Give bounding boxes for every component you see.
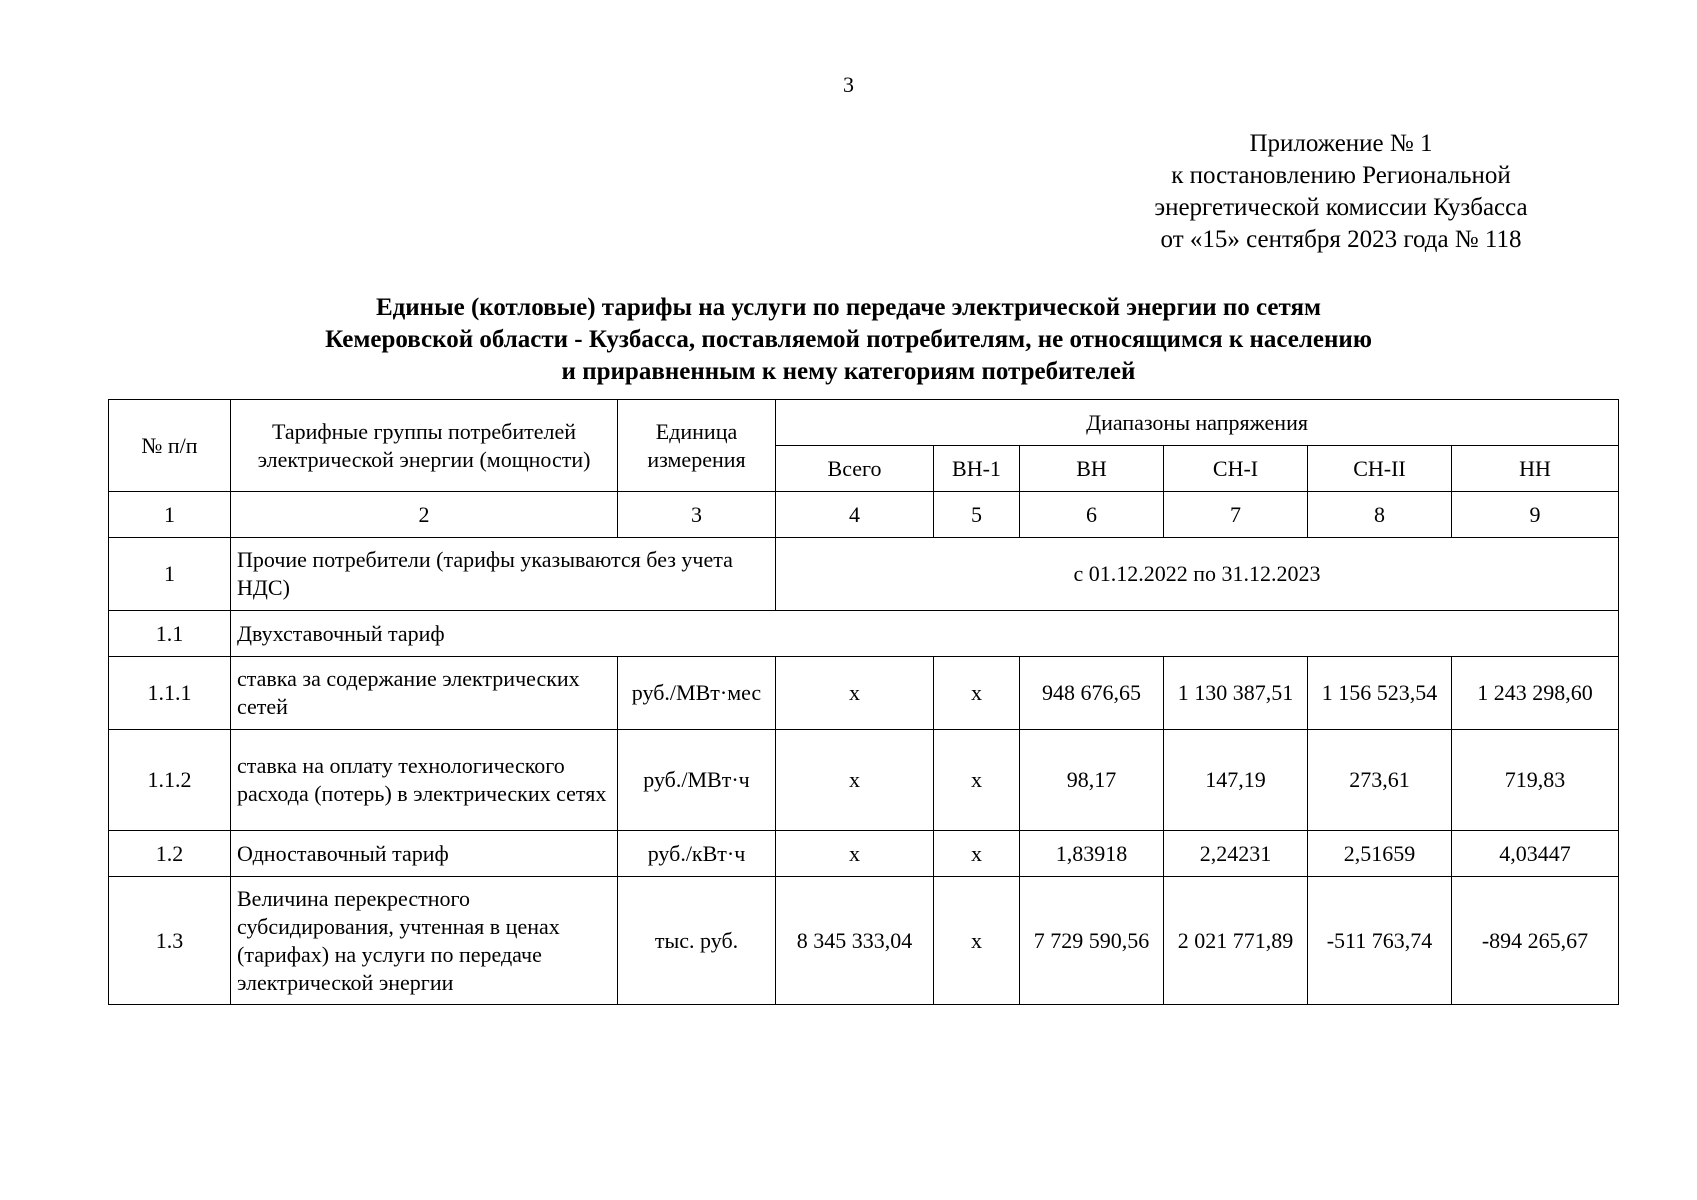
row-num: 1.2 xyxy=(109,831,231,877)
header-groups: Тарифные группы потребителей электрической энергии (мощности) xyxy=(231,400,618,492)
tariff-table xyxy=(108,399,1619,1005)
index-cell: 9 xyxy=(1452,492,1619,538)
table-row xyxy=(109,538,1619,611)
appendix-line-3: энергетической комиссии Кузбасса xyxy=(1154,194,1528,221)
row-value: x xyxy=(776,657,934,730)
row-period: с 01.12.2022 по 31.12.2023 xyxy=(776,538,1619,611)
row-name: Двухставочный тариф xyxy=(231,611,1619,657)
index-row xyxy=(109,492,1619,538)
header-unit: Единица измерения xyxy=(618,400,776,492)
table-row xyxy=(109,611,1619,657)
appendix-block xyxy=(1111,128,1571,256)
row-value: 2,51659 xyxy=(1308,831,1452,877)
row-value: x xyxy=(776,831,934,877)
row-unit: руб./МВт·ч xyxy=(618,730,776,831)
row-value: x xyxy=(776,730,934,831)
table-row xyxy=(109,831,1619,877)
row-num: 1.3 xyxy=(109,877,231,1005)
index-cell: 3 xyxy=(618,492,776,538)
index-cell: 2 xyxy=(231,492,618,538)
title-line-1: Единые (котловые) тарифы на услуги по передаче электрической энергии по сетям xyxy=(375,294,1322,321)
index-cell: 6 xyxy=(1020,492,1164,538)
header-col-vn1: ВН-1 xyxy=(934,446,1020,492)
row-value: x xyxy=(934,831,1020,877)
row-name: Прочие потребители (тарифы указываются без учета НДС) xyxy=(231,538,776,611)
row-value: 1 243 298,60 xyxy=(1452,657,1619,730)
header-col-vn: ВН xyxy=(1020,446,1164,492)
row-value: 7 729 590,56 xyxy=(1020,877,1164,1005)
row-name: ставка за содержание электрических сетей xyxy=(231,657,618,730)
title-line-2: Кемеровской области - Кузбасса, поставляемой потребителям, не относящимся к населению xyxy=(325,326,1372,353)
row-num: 1.1.1 xyxy=(109,657,231,730)
header-voltage-ranges: Диапазоны напряжения xyxy=(776,400,1619,446)
row-value: x xyxy=(934,877,1020,1005)
table-row xyxy=(109,730,1619,831)
row-value: 147,19 xyxy=(1164,730,1308,831)
row-value: 8 345 333,04 xyxy=(776,877,934,1005)
table-row xyxy=(109,657,1619,730)
row-num: 1 xyxy=(109,538,231,611)
row-value: 98,17 xyxy=(1020,730,1164,831)
row-value: 2 021 771,89 xyxy=(1164,877,1308,1005)
header-col-sn1: СН-I xyxy=(1164,446,1308,492)
row-value: 2,24231 xyxy=(1164,831,1308,877)
page-number: 3 xyxy=(843,72,854,97)
row-value: 1 130 387,51 xyxy=(1164,657,1308,730)
row-name: Величина перекрестного субсидирования, учтенная в ценах (тарифах) на услуги по передаче электрической энергии xyxy=(231,877,618,1005)
row-value: 719,83 xyxy=(1452,730,1619,831)
row-value: -511 763,74 xyxy=(1308,877,1452,1005)
index-cell: 4 xyxy=(776,492,934,538)
row-value: 1,83918 xyxy=(1020,831,1164,877)
index-cell: 7 xyxy=(1164,492,1308,538)
header-col-sn2: СН-II xyxy=(1308,446,1452,492)
row-value: x xyxy=(934,730,1020,831)
row-value: -894 265,67 xyxy=(1452,877,1619,1005)
row-unit: руб./МВт·мес xyxy=(618,657,776,730)
row-value: 273,61 xyxy=(1308,730,1452,831)
appendix-line-2: к постановлению Региональной xyxy=(1171,162,1511,189)
table-row xyxy=(109,877,1619,1005)
row-value: x xyxy=(934,657,1020,730)
appendix-line-1: Приложение № 1 xyxy=(1249,130,1433,157)
header-col-nn: НН xyxy=(1452,446,1619,492)
index-cell: 8 xyxy=(1308,492,1452,538)
document-title xyxy=(0,292,1697,388)
appendix-line-4: от «15» сентября 2023 года № 118 xyxy=(1160,226,1522,253)
row-name: ставка на оплату технологического расхода (потерь) в электрических сетях xyxy=(231,730,618,831)
index-cell: 5 xyxy=(934,492,1020,538)
index-cell: 1 xyxy=(109,492,231,538)
title-line-3: и приравненным к нему категориям потребителей xyxy=(561,358,1136,385)
row-num: 1.1 xyxy=(109,611,231,657)
row-name: Одноставочный тариф xyxy=(231,831,618,877)
row-value: 948 676,65 xyxy=(1020,657,1164,730)
row-value: 1 156 523,54 xyxy=(1308,657,1452,730)
header-col-total: Всего xyxy=(776,446,934,492)
row-value: 4,03447 xyxy=(1452,831,1619,877)
row-num: 1.1.2 xyxy=(109,730,231,831)
row-unit: тыс. руб. xyxy=(618,877,776,1005)
row-unit: руб./кВт·ч xyxy=(618,831,776,877)
header-num: № п/п xyxy=(109,400,231,492)
